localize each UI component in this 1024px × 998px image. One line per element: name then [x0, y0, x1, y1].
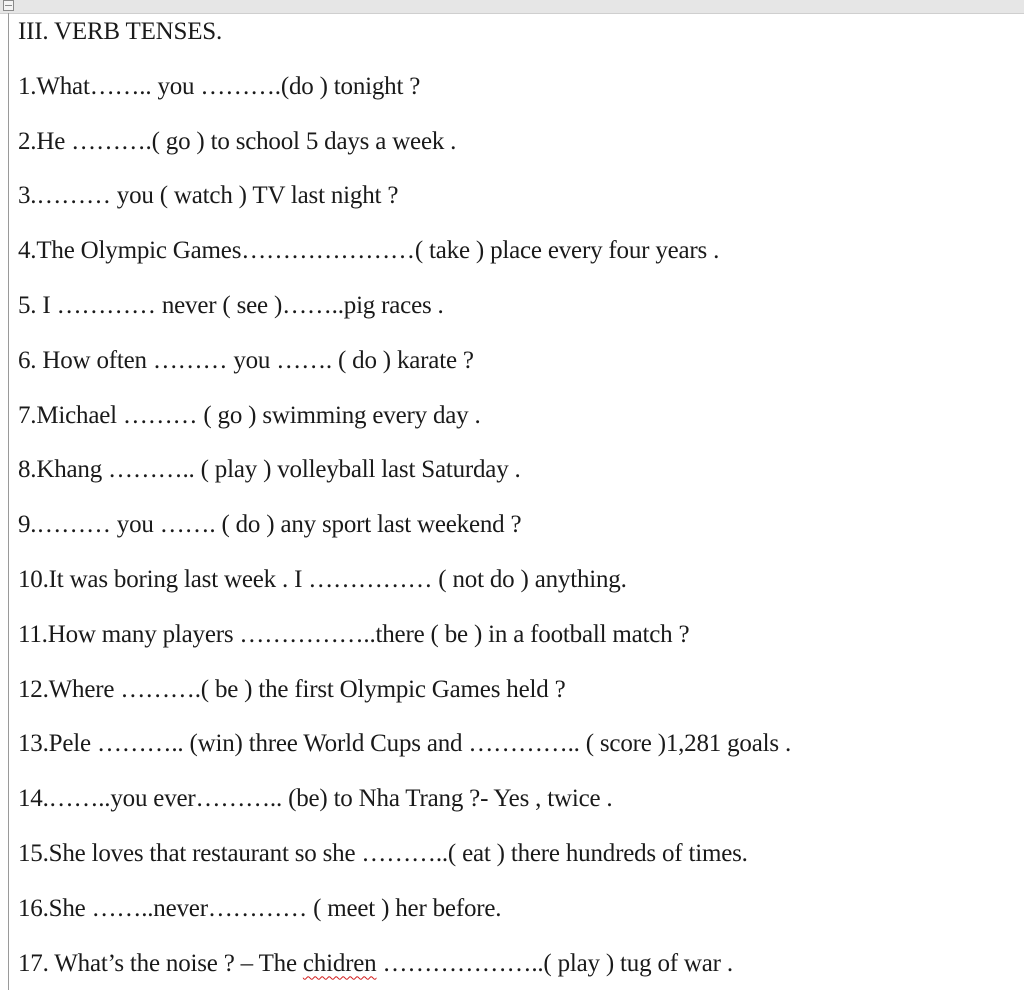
question-11: 11.How many players ……………..there ( be ) in a football match ? — [18, 620, 690, 648]
question-8: 8.Khang ……….. ( play ) volleyball last Saturday . — [18, 456, 521, 484]
question-17-start: 17. What’s the noise ? – The — [18, 949, 303, 977]
spellcheck-flagged-word[interactable]: chidren — [302, 949, 377, 977]
section-heading: III. VERB TENSES. — [18, 18, 223, 45]
question-12: 12.Where ……….( be ) the first Olympic Games held ? — [18, 675, 566, 703]
question-13: 13.Pele ……….. (win) three World Cups and ………….. ( score )1,281 goals . — [18, 730, 791, 758]
table-move-handle-icon[interactable] — [3, 0, 14, 11]
question-4: 4.The Olympic Games…………………( take ) place every four years . — [18, 237, 720, 265]
question-15: 15.She loves that restaurant so she ………..( eat ) there hundreds of times. — [18, 839, 748, 867]
question-10: 10.It was boring last week . I …………… ( not do ) anything. — [18, 565, 627, 593]
question-5: 5. I ………… never ( see )……..pig races . — [18, 291, 444, 319]
question-3: 3.……… you ( watch ) TV last night ? — [18, 182, 399, 210]
question-1: 1.What…….. you ……….(do ) tonight ? — [18, 72, 421, 100]
table-left-border — [8, 13, 9, 990]
question-9: 9.……… you ……. ( do ) any sport last weekend ? — [18, 511, 522, 539]
question-14: 14.……..you ever……….. (be) to Nha Trang ?- Yes , twice . — [18, 785, 613, 813]
question-2: 2.He ……….( go ) to school 5 days a week . — [18, 127, 457, 155]
question-16: 16.She ……..never………… ( meet ) her before. — [18, 894, 502, 922]
question-7: 7.Michael ……… ( go ) swimming every day . — [18, 401, 481, 429]
question-6: 6. How often ……… you ……. ( do ) karate ? — [18, 346, 474, 374]
document-body — [18, 12, 1008, 998]
question-17-end: ………………..( play ) tug of war . — [376, 949, 733, 977]
